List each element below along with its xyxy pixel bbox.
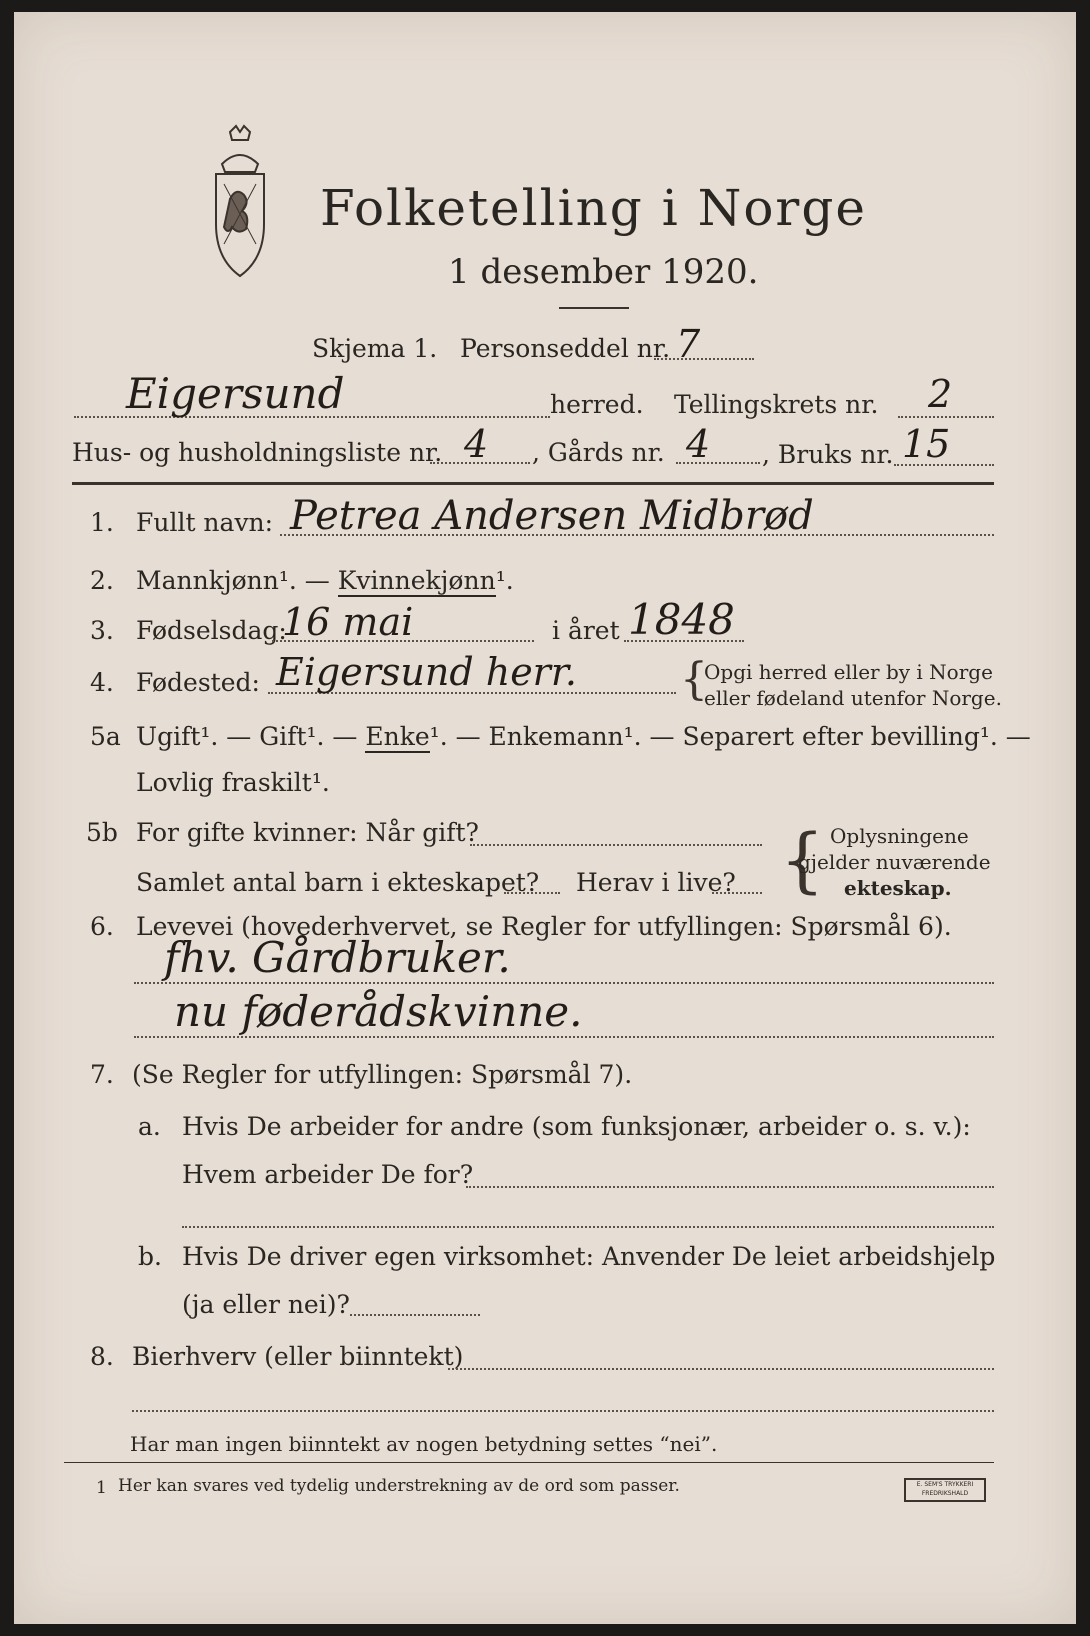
full-name-value: Petrea Andersen Midbrød	[290, 493, 814, 539]
divorced-option: Lovlig fraskilt¹.	[136, 768, 330, 797]
q6-number: 6.	[90, 912, 114, 941]
q2-options	[136, 566, 514, 596]
gards-value: 4	[686, 422, 711, 466]
q5b-note-line-3: ekteskap.	[844, 876, 952, 900]
birth-year-value: 1848	[628, 595, 735, 644]
hus-value: 4	[464, 422, 489, 466]
when-married-line	[470, 844, 762, 846]
q5b-note-line-1: Oplysningene	[830, 824, 969, 848]
q5b-number: 5b	[86, 818, 118, 847]
census-form-page	[14, 12, 1076, 1624]
q2-number: 2.	[90, 566, 114, 595]
tellingskrets-label: Tellingskrets nr.	[674, 390, 879, 419]
herred-value: Eigersund	[126, 369, 345, 418]
q8-number: 8.	[90, 1342, 114, 1371]
year-label: i året	[552, 616, 620, 645]
children-total-line	[504, 892, 560, 894]
bruks-value: 15	[902, 422, 951, 466]
q7a-line-1: Hvis De arbeider for andre (som funksjonær, arbeider o. s. v.):	[182, 1112, 971, 1141]
side-income-line-2	[132, 1410, 994, 1412]
printer-stamp	[904, 1478, 986, 1502]
q5a-number: 5a	[90, 722, 121, 751]
herred-label: herred.	[550, 390, 644, 419]
q4-note-line-1: Opgi herred eller by i Norge	[704, 660, 993, 684]
occupation-line-1	[134, 982, 994, 984]
printer-stamp-line-1: E. SEM'S TRYKKERI	[916, 1481, 974, 1488]
personseddel-value: 7	[676, 322, 701, 366]
male-option: Mannkjønn¹. —	[136, 566, 330, 595]
footnote-text: Her kan svares ved tydelig understrekning av de ord som passer.	[118, 1476, 680, 1496]
census-date: 1 desember 1920.	[448, 252, 759, 292]
q4-label: Fødested:	[136, 668, 260, 697]
q8-label: Bierhverv (eller biinntekt)	[132, 1342, 464, 1371]
q7a-number: a.	[138, 1112, 161, 1141]
gards-label: , Gårds nr.	[532, 438, 665, 467]
side-income-line-1	[448, 1368, 994, 1370]
female-option-underlined: Kvinnekjønn	[337, 566, 496, 595]
employer-line-1	[466, 1186, 994, 1188]
q5a-options	[136, 722, 1031, 752]
children-alive-label: Herav i live?	[576, 868, 736, 897]
occupation-line-2	[134, 1036, 994, 1038]
coat-of-arms-icon	[200, 124, 280, 284]
q5b-note-line-2: gjelder nuværende	[798, 850, 991, 874]
q6-label: Levevei (hovederhvervet, se Regler for utfyllingen: Spørsmål 6).	[136, 912, 952, 941]
when-married-label: For gifte kvinner: Når gift?	[136, 818, 479, 847]
q7a-line-2: Hvem arbeider De for?	[182, 1160, 474, 1189]
form-title: Folketelling i Norge	[320, 179, 867, 237]
personseddel-label: Personseddel nr.	[460, 334, 671, 363]
tellingskrets-line	[898, 416, 994, 418]
q7b-line-1: Hvis De driver egen virksomhet: Anvender De leiet arbeidshjelp	[182, 1242, 996, 1271]
header-rule	[72, 482, 994, 485]
female-option-footnote: ¹.	[495, 566, 514, 595]
occupation-value-1: fhv. Gårdbruker.	[164, 933, 511, 982]
q4-brace: {	[680, 654, 708, 705]
widow-option-underlined: Enke	[365, 722, 430, 751]
unmarried-married-options: Ugift¹. — Gift¹. —	[136, 722, 358, 751]
q3-label: Fødselsdag:	[136, 616, 287, 645]
q4-note-line-2: eller fødeland utenfor Norge.	[704, 686, 1002, 710]
title-divider	[559, 307, 629, 309]
q7b-number: b.	[138, 1242, 162, 1271]
hus-label: Hus- og husholdningsliste nr.	[72, 438, 443, 467]
q7-number: 7.	[90, 1060, 114, 1089]
printer-stamp-line-2: FREDRIKSHALD	[921, 1490, 969, 1497]
q3-number: 3.	[90, 616, 114, 645]
q7b-line-2: (ja eller nei)?	[182, 1290, 350, 1319]
other-marital-options: ¹. — Enkemann¹. — Separert efter bevilling¹. —	[429, 722, 1031, 751]
birthday-value: 16 mai	[282, 600, 414, 644]
personseddel-line	[654, 358, 754, 360]
tellingskrets-value: 2	[928, 372, 953, 416]
hired-help-line	[350, 1314, 480, 1316]
q1-label: Fullt navn:	[136, 508, 274, 537]
children-alive-line	[712, 892, 762, 894]
birthplace-value: Eigersund herr.	[276, 650, 577, 694]
side-income-note: Har man ingen biinntekt av nogen betydning settes “nei”.	[130, 1432, 718, 1456]
employer-line-2	[182, 1226, 994, 1228]
footnote-number: 1	[96, 1478, 107, 1498]
occupation-value-2: nu føderådskvinne.	[174, 987, 583, 1036]
q7-label: (Se Regler for utfyllingen: Spørsmål 7).	[132, 1060, 633, 1089]
q5b-brace: {	[780, 819, 825, 901]
footnote-rule	[64, 1462, 994, 1463]
skjema-label: Skjema 1.	[312, 334, 438, 363]
children-total-label: Samlet antal barn i ekteskapet?	[136, 868, 540, 897]
q1-number: 1.	[90, 508, 114, 537]
q4-number: 4.	[90, 668, 114, 697]
bruks-label: , Bruks nr.	[762, 440, 894, 469]
